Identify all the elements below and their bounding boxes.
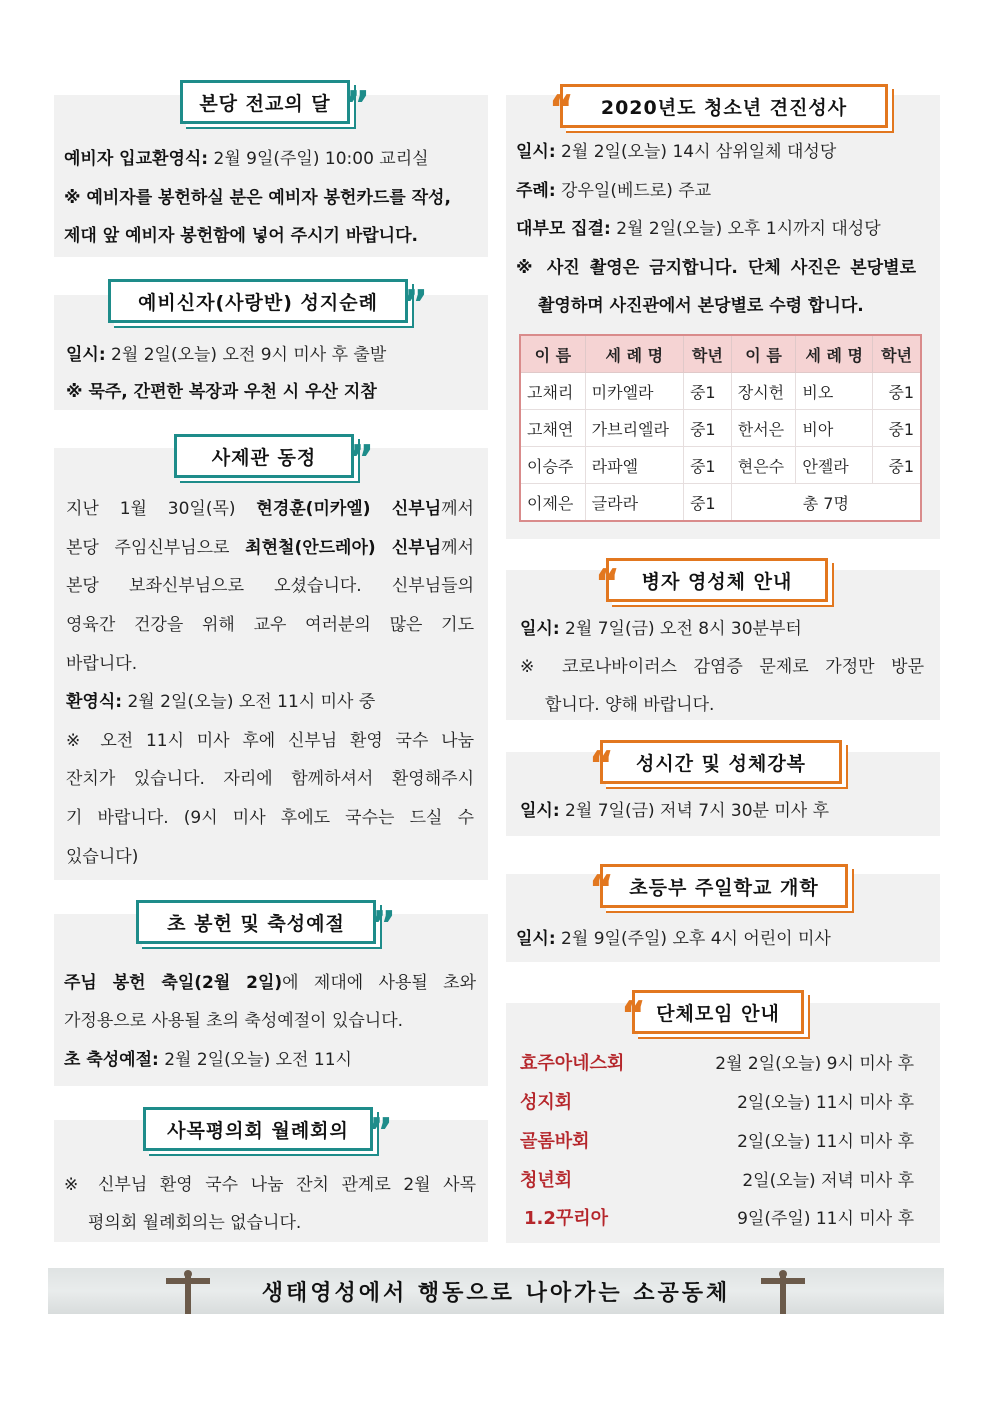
rectory-n2: 잔치가 있습니다. 자리에 함께하셔서 환영해주시: [66, 769, 474, 789]
pilgrimage-title: [108, 279, 429, 326]
rectory-p2: [66, 533, 474, 558]
cell: 중1: [683, 373, 731, 410]
candle-line3: [64, 1045, 352, 1070]
footer-banner: [48, 1268, 944, 1314]
pilgrimage-title-text: 예비신자(사랑반) 성지순례: [138, 291, 378, 314]
pilgrimage-l1-label: 일시:: [66, 345, 106, 365]
quote-close-icon: ”: [368, 1110, 394, 1154]
pilgrimage-line2: ※ 묵주, 간편한 복장과 우천 시 우산 지참: [66, 382, 377, 402]
quote-close-icon: ”: [349, 437, 375, 481]
cell: 중1: [683, 410, 731, 447]
groups-title-text: 단체모임 안내: [656, 1002, 780, 1025]
signpost-icon: [158, 1268, 218, 1314]
sundayschool-line1: [516, 924, 831, 949]
mission-title-text: 본당 전교의 달: [199, 92, 331, 115]
cell: 중1: [683, 484, 731, 522]
quote-open-icon: “: [589, 867, 615, 911]
cell: 중1: [873, 373, 921, 410]
cell: 현은수: [731, 447, 796, 484]
rectory-p1b: 현경훈(미카엘) 신부님: [256, 499, 442, 519]
quote-close-icon: ”: [345, 83, 371, 127]
confirmation-l2-label: 주례:: [516, 181, 556, 201]
group-time: 9일(주일) 11시 미사 후: [737, 1209, 914, 1229]
rectory-p2c: 께서: [441, 538, 474, 558]
quote-open-icon: “: [595, 561, 621, 605]
quote-open-icon: “: [549, 87, 575, 131]
holyhour-l1-text: 2월 7일(금) 저녁 7시 30분 미사 후: [559, 801, 830, 821]
council-title-text: 사목평의회 월례회의: [167, 1119, 349, 1142]
rectory-title-text: 사제관 동정: [211, 446, 317, 469]
group-name: 성지회: [520, 1092, 573, 1113]
quote-open-icon: “: [621, 993, 647, 1037]
holyhour-title: [589, 740, 842, 787]
mission-line1: [64, 144, 429, 169]
candle-line1: [64, 968, 476, 993]
holyhour-l1-label: 일시:: [520, 801, 560, 821]
sick-line3: 합니다. 양해 바랍니다.: [545, 695, 715, 715]
candle-title: [136, 900, 397, 947]
council-line2: 평의회 월례회의는 없습니다.: [88, 1213, 302, 1233]
confirmation-l1-label: 일시:: [516, 142, 556, 162]
cell: 안젤라: [796, 447, 873, 484]
confirmation-l3-label: 대부모 집결:: [516, 219, 611, 239]
sundayschool-title: [589, 864, 848, 911]
cell: 고채리: [520, 373, 585, 410]
quote-open-icon: “: [589, 743, 615, 787]
sick-title: [595, 558, 828, 605]
rectory-p4: 영육간 건강을 위해 교우 여러분의 많은 기도: [66, 615, 474, 635]
cell: 이승주: [520, 447, 585, 484]
candle-line2: 가정용으로 사용될 초의 축성예절이 있습니다.: [64, 1011, 404, 1031]
col-header-grade1: 학년: [683, 335, 731, 373]
table-header-row: [520, 335, 921, 373]
sick-line2: ※ 코로나바이러스 감염증 문제로 가정만 방문: [520, 657, 924, 677]
sick-l1-text: 2월 7일(금) 오전 8시 30분부터: [559, 619, 802, 639]
rectory-p2a: 본당 주임신부님으로: [66, 538, 246, 558]
confirmation-title: [549, 84, 888, 131]
confirmation-line5: 촬영하며 사진관에서 본당별로 수령 합니다.: [538, 296, 864, 316]
council-title: [143, 1107, 394, 1154]
col-header-baptism2: 세 례 명: [796, 335, 873, 373]
rectory-w-label: 환영식:: [66, 692, 123, 712]
candle-l3-label: 초 축성예절:: [64, 1050, 159, 1070]
rectory-p1: [66, 494, 474, 519]
cell: 중1: [873, 410, 921, 447]
cell: 중1: [683, 447, 731, 484]
pilgrimage-line1: [66, 340, 386, 365]
group-name: 1.2꾸리아: [524, 1208, 609, 1229]
rectory-p5: 바랍니다.: [66, 654, 138, 674]
mission-title: [180, 80, 371, 127]
holyhour-title-text: 성시간 및 성체강복: [635, 752, 807, 775]
quote-close-icon: ”: [403, 282, 429, 326]
table-row: [520, 373, 921, 410]
col-header-name1: 이 름: [520, 335, 585, 373]
groups-title: [621, 990, 804, 1037]
quote-close-icon: ”: [371, 903, 397, 947]
candle-l1b: 에 제대에 사용될 초와: [282, 973, 476, 993]
cell: 이제은: [520, 484, 585, 522]
total-cell: 총 7명: [731, 484, 921, 522]
rectory-n1: ※ 오전 11시 미사 후에 신부님 환영 국수 나눔: [66, 731, 474, 751]
signpost-icon: [753, 1268, 813, 1314]
candle-l3-text: 2월 2일(오늘) 오전 11시: [158, 1050, 352, 1070]
group-name: 청년회: [520, 1170, 573, 1191]
table-row: [520, 447, 921, 484]
rectory-p3: 본당 보좌신부님으로 오셨습니다. 신부님들의: [66, 576, 474, 596]
mission-line2: ※ 예비자를 봉헌하실 분은 예비자 봉헌카드를 작성,: [64, 188, 451, 208]
col-header-name2: 이 름: [731, 335, 796, 373]
holyhour-line1: [520, 796, 829, 821]
pilgrimage-l1-text: 2월 2일(오늘) 오전 9시 미사 후 출발: [105, 345, 387, 365]
rectory-n3: 기 바랍니다. (9시 미사 후에도 국수는 드실 수: [66, 808, 474, 828]
group-name: 골롬바회: [520, 1131, 590, 1152]
council-line1: ※ 신부님 환영 국수 나눔 잔치 관계로 2월 사목: [64, 1175, 476, 1195]
mission-l1-text: 2월 9일(주일) 10:00 교리실: [208, 149, 429, 169]
cell: 장시헌: [731, 373, 796, 410]
confirmation-roster-table: [519, 334, 922, 522]
sick-l1-label: 일시:: [520, 619, 560, 639]
rectory-p1a: 지난 1월 30일(목): [66, 499, 257, 519]
confirmation-l2-text: 강우일(베드로) 주교: [555, 181, 712, 201]
rectory-welcome: [66, 687, 375, 712]
cell: 중1: [873, 447, 921, 484]
confirmation-l1-text: 2월 2일(오늘) 14시 삼위일체 대성당: [555, 142, 837, 162]
candle-title-text: 초 봉헌 및 축성예절: [167, 912, 345, 935]
group-time: 2일(오늘) 11시 미사 후: [737, 1093, 914, 1113]
cell: 비아: [796, 410, 873, 447]
rectory-w-text: 2월 2일(오늘) 오전 11시 미사 중: [122, 692, 376, 712]
confirmation-line3: [516, 214, 881, 239]
rectory-p1c: 께서: [441, 499, 474, 519]
table-row: [520, 410, 921, 447]
banner-text: 생태영성에서 행동으로 나아가는 소공동체: [261, 1280, 731, 1306]
cell: 라파엘: [585, 447, 683, 484]
rectory-n4: 있습니다): [66, 847, 139, 867]
cell: 비오: [796, 373, 873, 410]
rectory-title: [174, 434, 375, 481]
table-row: [520, 484, 921, 522]
group-time: 2일(오늘) 11시 미사 후: [737, 1132, 914, 1152]
group-time: 2월 2일(오늘) 9시 미사 후: [715, 1054, 914, 1074]
group-time: 2일(오늘) 저녁 미사 후: [742, 1171, 914, 1191]
cell: 글라라: [585, 484, 683, 522]
sick-line1: [520, 614, 802, 639]
confirmation-line1: [516, 137, 836, 162]
mission-line3: 제대 앞 예비자 봉헌함에 넣어 주시기 바랍니다.: [64, 226, 418, 246]
sundayschool-title-text: 초등부 주일학교 개학: [629, 876, 819, 899]
sundayschool-l1-label: 일시:: [516, 929, 556, 949]
confirmation-title-text: 2020년도 청소년 견진성사: [600, 96, 848, 119]
candle-l1a: 주님 봉헌 축일(2월 2일): [64, 973, 283, 993]
cell: 고채연: [520, 410, 585, 447]
cell: 미카엘라: [585, 373, 683, 410]
col-header-grade2: 학년: [873, 335, 921, 373]
rectory-p2b: 최현철(안드레아) 신부님: [245, 538, 442, 558]
confirmation-line4: ※ 사진 촬영은 금지합니다. 단체 사진은 본당별로: [516, 258, 916, 278]
col-header-baptism1: 세 례 명: [585, 335, 683, 373]
cell: 한서은: [731, 410, 796, 447]
sundayschool-l1-text: 2월 9일(주일) 오후 4시 어린이 미사: [555, 929, 831, 949]
confirmation-line2: [516, 176, 711, 201]
group-name: 효주아네스회: [520, 1053, 625, 1074]
sick-title-text: 병자 영성체 안내: [641, 570, 793, 593]
mission-l1-label: 예비자 입교환영식:: [64, 149, 209, 169]
confirmation-l3-text: 2월 2일(오늘) 오후 1시까지 대성당: [610, 219, 881, 239]
cell: 가브리엘라: [585, 410, 683, 447]
